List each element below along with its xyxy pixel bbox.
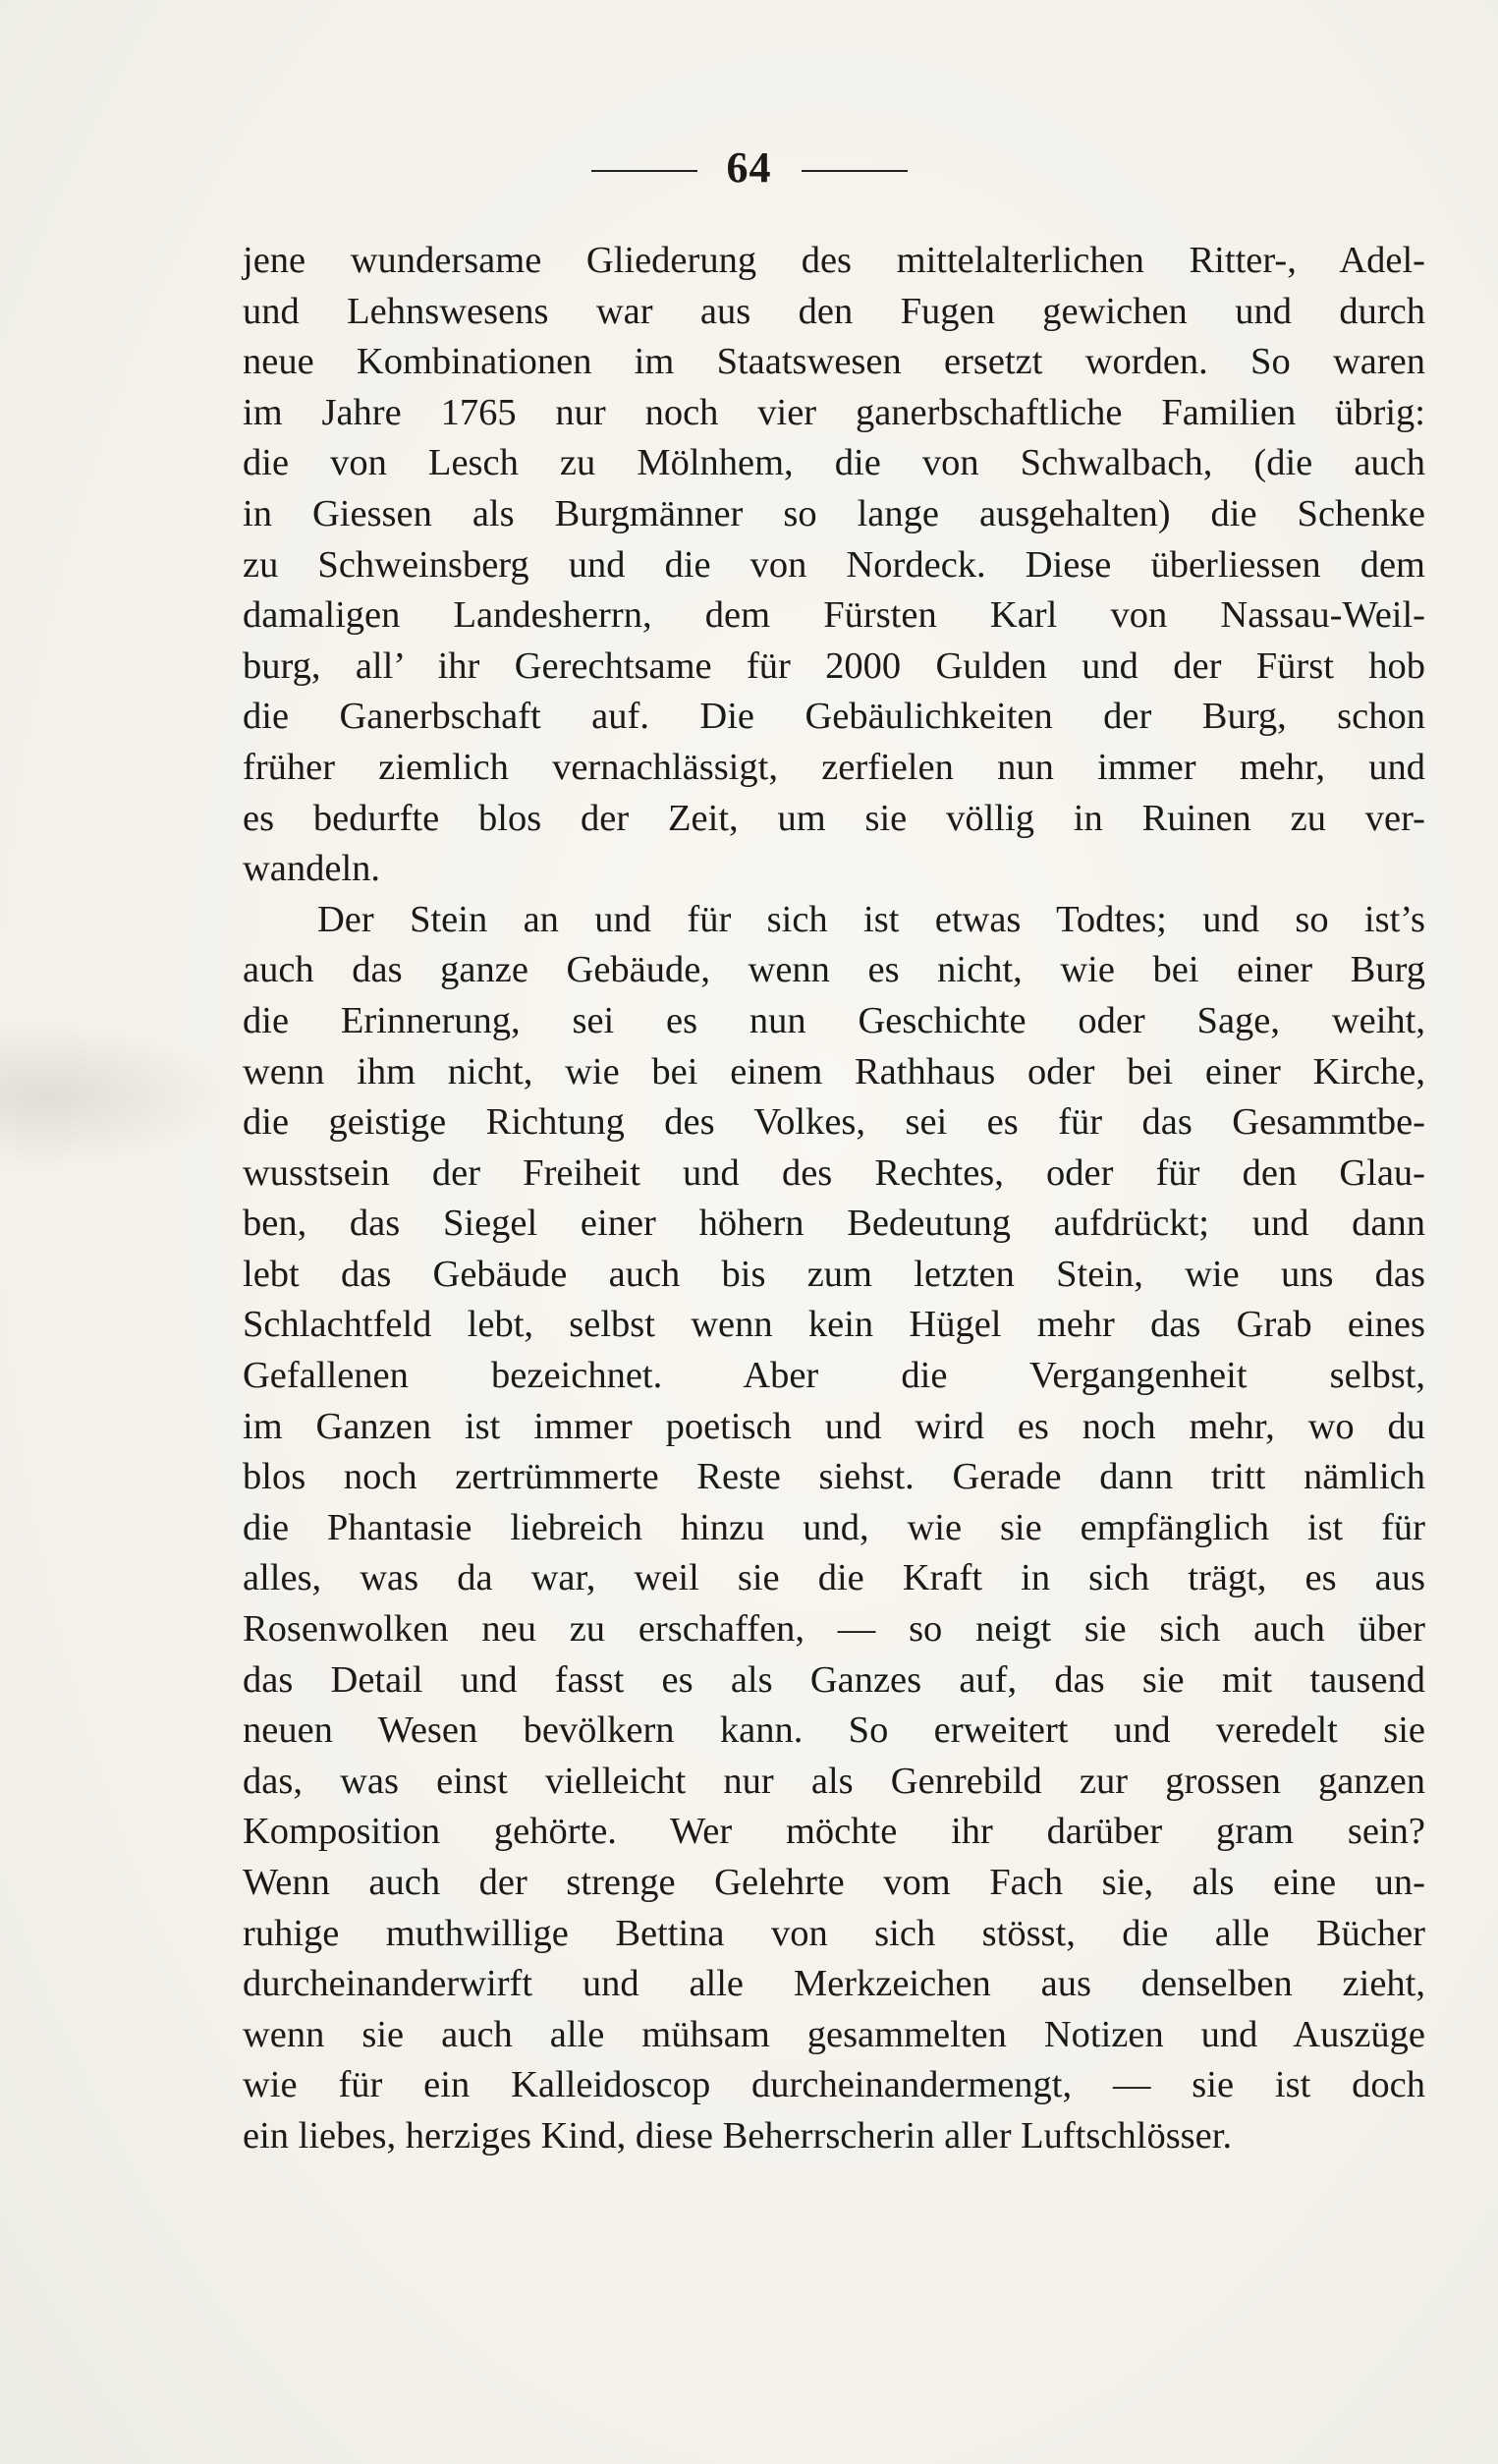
body-text [243, 236, 1425, 2162]
page-header [0, 138, 1498, 196]
text-line: die geistige Richtung des Volkes, sei es für das Gesammtbe- [243, 1101, 1425, 1144]
text-line: ben, das Siegel einer höhern Bedeutung aufdrückt; und dann [243, 1203, 1425, 1245]
text-line: Rosenwolken neu zu erschaffen, — so neigt sie sich auch über [243, 1608, 1425, 1651]
header-rule-right [802, 170, 908, 172]
text-line: zu Schweinsberg und die von Nordeck. Diese überliessen dem [243, 543, 1425, 586]
text-line: alles, was da war, weil sie die Kraft in sich trägt, es aus [243, 1557, 1425, 1599]
text-line: die Erinnerung, sei es nun Geschichte oder Sage, weiht, [243, 999, 1425, 1041]
text-line: blos noch zertrümmerte Reste siehst. Gerade dann tritt nämlich [243, 1456, 1425, 1498]
text-line: wandeln. [243, 848, 381, 890]
text-line: wie für ein Kalleidoscop durcheinandermengt, — sie ist doch [243, 2064, 1425, 2106]
text-line: damaligen Landesherrn, dem Fürsten Karl von Nassau-Weil- [243, 594, 1425, 637]
text-line: im Jahre 1765 nur noch vier ganerbschaftliche Familien übrig: [243, 391, 1425, 433]
text-line: Wenn auch der strenge Gelehrte vom Fach sie, als eine un- [243, 1862, 1425, 1903]
text-line: ruhige muthwillige Bettina von sich stösst, die alle Bücher [243, 1912, 1425, 1954]
text-line: im Ganzen ist immer poetisch und wird es noch mehr, wo du [243, 1405, 1425, 1447]
text-line: jene wundersame Gliederung des mittelalterlichen Ritter-, Adel- [243, 240, 1425, 281]
text-line: wenn sie auch alle mühsam gesammelten Notizen und Auszüge [243, 2013, 1425, 2055]
page-number: 64 [726, 142, 772, 192]
paragraph-start-line: Der Stein an und für sich ist etwas Todtes; und so ist’s [317, 898, 1425, 940]
text-line: wenn ihm nicht, wie bei einem Rathhaus oder bei einer Kirche, [243, 1050, 1425, 1092]
text-line: Komposition gehörte. Wer möchte ihr darüber gram sein? [243, 1811, 1425, 1853]
text-line: auch das ganze Gebäude, wenn es nicht, wie bei einer Burg [243, 949, 1425, 991]
text-line: burg, all’ ihr Gerechtsame für 2000 Gulden und der Fürst hob [243, 644, 1425, 687]
text-line: das, was einst vielleicht nur als Genrebild zur grossen ganzen [243, 1760, 1425, 1802]
text-line: neue Kombinationen im Staatswesen ersetzt worden. So waren [243, 341, 1425, 383]
text-line: Gefallenen bezeichnet. Aber die Vergangenheit selbst, [243, 1355, 1425, 1397]
text-line: lebt das Gebäude auch bis zum letzten Stein, wie uns das [243, 1253, 1425, 1295]
text-line: durcheinanderwirft und alle Merkzeichen aus denselben zieht, [243, 1963, 1425, 2005]
text-line: neuen Wesen bevölkern kann. So erweitert und veredelt sie [243, 1709, 1425, 1752]
text-line: die Ganerbschaft auf. Die Gebäulichkeiten der Burg, schon [243, 696, 1425, 738]
text-line: ein liebes, herziges Kind, diese Beherrscherin aller Luftschlösser. [243, 2114, 1233, 2156]
text-line: früher ziemlich vernachlässigt, zerfielen nun immer mehr, und [243, 746, 1425, 788]
text-line: es bedurfte blos der Zeit, um sie völlig in Ruinen zu ver- [243, 797, 1425, 839]
header-rule-left [591, 170, 697, 172]
text-line: das Detail und fasst es als Ganzes auf, das sie mit tausend [243, 1658, 1425, 1701]
text-line: und Lehnswesens war aus den Fugen gewichen und durch [243, 290, 1425, 332]
text-line: die Phantasie liebreich hinzu und, wie sie empfänglich ist für [243, 1506, 1425, 1548]
text-line: wusstsein der Freiheit und des Rechtes, oder für den Glau- [243, 1151, 1425, 1194]
text-line: die von Lesch zu Mölnhem, die von Schwalbach, (die auch [243, 442, 1425, 484]
text-line: in Giessen als Burgmänner so lange ausgehalten) die Schenke [243, 492, 1425, 534]
text-line: Schlachtfeld lebt, selbst wenn kein Hügel mehr das Grab eines [243, 1304, 1425, 1346]
page-stain [0, 1022, 236, 1169]
